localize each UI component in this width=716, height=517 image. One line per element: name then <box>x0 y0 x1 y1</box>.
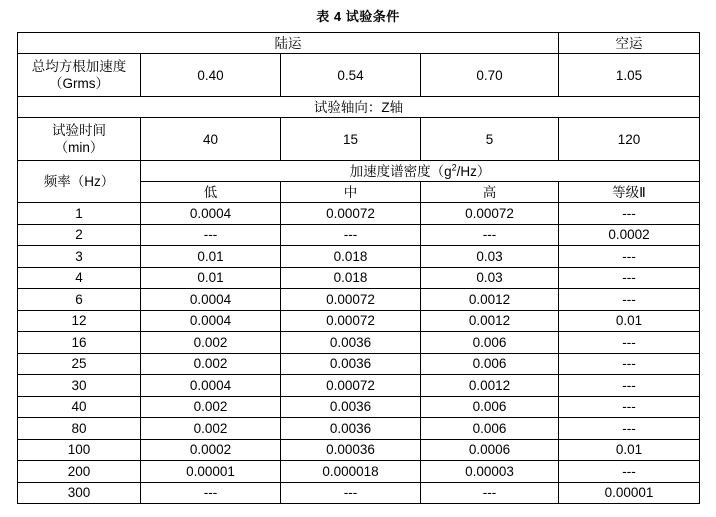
psd-header <box>141 161 700 182</box>
psd-cell-low: 0.0002 <box>141 439 281 461</box>
land-transport-header: 陆运 <box>18 33 559 54</box>
psd-cell-high: 0.00003 <box>421 461 559 483</box>
psd-cell-mid: 0.0036 <box>281 396 421 418</box>
level-air-header: 等级Ⅱ <box>559 182 700 203</box>
psd-cell-mid: 0.00072 <box>281 203 421 225</box>
frequency-header: 频率（Hz） <box>18 161 141 203</box>
frequency-cell: 200 <box>18 461 141 483</box>
rms-label-line2: （Grms） <box>49 76 109 91</box>
time-label-line2: （min） <box>54 140 104 155</box>
psd-cell-high: --- <box>421 224 559 246</box>
frequency-cell: 4 <box>18 267 141 289</box>
psd-header-suffix: /Hz） <box>456 163 491 179</box>
psd-cell-air: --- <box>559 418 700 440</box>
psd-cell-air: --- <box>559 203 700 225</box>
psd-cell-air: --- <box>559 353 700 375</box>
rms-row <box>18 54 700 97</box>
psd-cell-mid: 0.0036 <box>281 418 421 440</box>
table-row <box>18 396 700 418</box>
frequency-cell: 6 <box>18 289 141 311</box>
psd-cell-air: 0.00001 <box>559 482 700 504</box>
table-row <box>18 482 700 504</box>
psd-cell-mid: 0.018 <box>281 246 421 268</box>
psd-cell-mid: 0.000018 <box>281 461 421 483</box>
frequency-cell: 80 <box>18 418 141 440</box>
table-row <box>18 310 700 332</box>
psd-cell-low: 0.0004 <box>141 310 281 332</box>
table-row <box>18 246 700 268</box>
psd-cell-high: 0.03 <box>421 267 559 289</box>
level-high-header: 高 <box>421 182 559 203</box>
psd-cell-low: 0.0004 <box>141 203 281 225</box>
level-low-header: 低 <box>141 182 281 203</box>
psd-cell-air: --- <box>559 267 700 289</box>
table-row <box>18 203 700 225</box>
psd-cell-high: 0.006 <box>421 418 559 440</box>
psd-cell-low: 0.002 <box>141 396 281 418</box>
psd-cell-air: 0.01 <box>559 439 700 461</box>
psd-cell-low: 0.01 <box>141 246 281 268</box>
table-row <box>18 439 700 461</box>
psd-cell-low: 0.0004 <box>141 375 281 397</box>
psd-cell-low: 0.002 <box>141 418 281 440</box>
psd-cell-high: 0.0006 <box>421 439 559 461</box>
rms-value-mid: 0.54 <box>281 54 421 97</box>
transport-header-row <box>18 33 700 54</box>
psd-header-prefix: 加速度谱密度（g <box>349 163 452 179</box>
rms-value-high: 0.70 <box>421 54 559 97</box>
frequency-cell: 12 <box>18 310 141 332</box>
psd-cell-mid: --- <box>281 482 421 504</box>
psd-cell-mid: 0.00072 <box>281 289 421 311</box>
rms-label <box>18 54 141 97</box>
table-row <box>18 375 700 397</box>
frequency-cell: 1 <box>18 203 141 225</box>
psd-cell-high: --- <box>421 482 559 504</box>
frequency-cell: 30 <box>18 375 141 397</box>
test-axis-label: 试验轴向：Z轴 <box>18 97 700 118</box>
psd-cell-low: --- <box>141 224 281 246</box>
table-row <box>18 332 700 354</box>
psd-cell-high: 0.0012 <box>421 289 559 311</box>
psd-cell-mid: 0.018 <box>281 267 421 289</box>
table-row <box>18 353 700 375</box>
psd-cell-high: 0.03 <box>421 246 559 268</box>
psd-cell-mid: 0.00036 <box>281 439 421 461</box>
table-row <box>18 224 700 246</box>
table-row <box>18 418 700 440</box>
rms-value-air: 1.05 <box>559 54 700 97</box>
psd-cell-mid: 0.0036 <box>281 332 421 354</box>
psd-cell-mid: 0.00072 <box>281 375 421 397</box>
psd-cell-air: --- <box>559 396 700 418</box>
frequency-cell: 3 <box>18 246 141 268</box>
psd-cell-low: --- <box>141 482 281 504</box>
axis-row <box>18 97 700 118</box>
psd-cell-mid: 0.0036 <box>281 353 421 375</box>
rms-label-line1: 总均方根加速度 <box>31 59 127 74</box>
psd-cell-high: 0.0012 <box>421 375 559 397</box>
psd-cell-low: 0.01 <box>141 267 281 289</box>
air-transport-header: 空运 <box>559 33 700 54</box>
time-label <box>18 118 141 161</box>
psd-cell-high: 0.00072 <box>421 203 559 225</box>
time-value-low: 40 <box>141 118 281 161</box>
frequency-cell: 2 <box>18 224 141 246</box>
time-row <box>18 118 700 161</box>
psd-cell-air: --- <box>559 289 700 311</box>
psd-header-superscript: 2 <box>451 162 457 172</box>
psd-cell-air: --- <box>559 246 700 268</box>
psd-cell-low: 0.0004 <box>141 289 281 311</box>
time-value-mid: 15 <box>281 118 421 161</box>
psd-cell-high: 0.0012 <box>421 310 559 332</box>
table-caption: 表 4 试验条件 <box>316 9 400 24</box>
frequency-cell: 25 <box>18 353 141 375</box>
table-row <box>18 267 700 289</box>
level-mid-header: 中 <box>281 182 421 203</box>
psd-cell-mid: --- <box>281 224 421 246</box>
psd-cell-high: 0.006 <box>421 396 559 418</box>
table-row <box>18 461 700 483</box>
psd-cell-air: --- <box>559 332 700 354</box>
time-label-line1: 试验时间 <box>52 123 106 138</box>
test-conditions-table <box>17 32 700 504</box>
rms-value-low: 0.40 <box>141 54 281 97</box>
psd-cell-mid: 0.00072 <box>281 310 421 332</box>
psd-cell-air: --- <box>559 375 700 397</box>
time-value-high: 5 <box>421 118 559 161</box>
psd-cell-high: 0.006 <box>421 332 559 354</box>
psd-cell-air: 0.01 <box>559 310 700 332</box>
frequency-cell: 100 <box>18 439 141 461</box>
psd-cell-low: 0.002 <box>141 332 281 354</box>
frequency-cell: 300 <box>18 482 141 504</box>
psd-cell-air: 0.0002 <box>559 224 700 246</box>
psd-cell-air: --- <box>559 461 700 483</box>
table-row <box>18 289 700 311</box>
psd-cell-high: 0.006 <box>421 353 559 375</box>
psd-cell-low: 0.00001 <box>141 461 281 483</box>
time-value-air: 120 <box>559 118 700 161</box>
frequency-cell: 40 <box>18 396 141 418</box>
frequency-cell: 16 <box>18 332 141 354</box>
psd-header-row <box>18 161 700 182</box>
psd-cell-low: 0.002 <box>141 353 281 375</box>
